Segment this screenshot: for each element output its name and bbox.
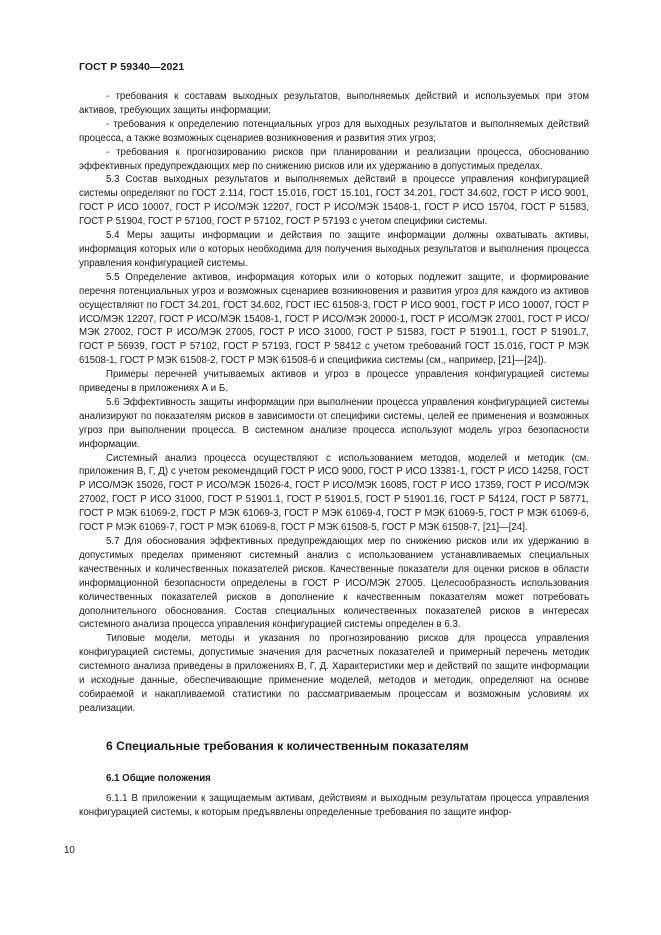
paragraph: 5.4 Меры защиты информации и действия по защите информации должны охватывать активы, информация которых или о которых необходима для получения выходных результатов и выполнения процесса управления конфигурацией системы. xyxy=(79,230,589,269)
document-code-header: ГОСТ Р 59340—2021 xyxy=(79,61,185,73)
document-body xyxy=(79,90,589,820)
paragraph: - требования к составам выходных результатов, выполняемых действий и используемых при этом активов, требующих защиты информации; xyxy=(79,91,589,116)
paragraph: Примеры перечней учитываемых активов и угроз в процессе управления конфигурацией системы приведены в приложениях А и Б. xyxy=(79,369,589,395)
paragraph: - требования к определению потенциальных угроз для выходных результатов и выполняемых действий процесса, а также возможных сценариев возникновения и развития этих угроз; xyxy=(79,118,589,144)
paragraph: 5.7 Для обоснования эффективных предупреждающих мер по снижению рисков или их удержанию в допустимых пределах применяют системный анализ с использованием устанавливаемых специальных качественных и количественных показателей рисков. Качественные показатели для оценки рисков в области информационной безопасности определены в ГОСТ Р ИСО/МЭК 27005. Целесообразность использования количественных показателей рисков в дополнение к качественным показателям может потребовать дополнительного обоснования. Состав специальных количественных показателей рисков в интересах системного анализа процесса управления конфигурацией системы определен в 6.3. xyxy=(79,536,589,631)
paragraph: 5.6 Эффективность защиты информации при выполнении процесса управления конфигурацией системы анализируют по показателям рисков в зависимости от специфики системы, целей ее применения и возможных угроз при выполнении процесса. В системном анализе процесса используют модель угроз безопасности информации. xyxy=(79,396,589,450)
page-number: 10 xyxy=(64,845,75,856)
section-title: 6 Специальные требования к количественным показателям xyxy=(106,738,469,753)
paragraph: Системный анализ процесса осуществляют с использованием методов, моделей и методик (см. приложения В, Г, Д) с учетом рекомендаций ГОСТ Р ИСО 9000, ГОСТ Р ИСО 13381-1, ГОСТ Р ИСО 14258, ГОСТ Р ИСО/МЭК 15026, ГОСТ Р ИСО/МЭК 15026-4, ГОСТ Р ИСО/МЭК 16085, ГОСТ Р ИСО 17359, ГОСТ Р ИСО/МЭК 27002, ГОСТ Р ИСО 31000, ГОСТ Р 51901.1, ГОСТ Р 51901.5, ГОСТ Р 51901.16, ГОСТ Р 54124, ГОСТ Р 58771, ГОСТ Р МЭК 61069-2, ГОСТ Р МЭК 61069-3, ГОСТ Р МЭК 61069-4, ГОСТ Р МЭК 61069-5, ГОСТ Р МЭК 61069-6, ГОСТ Р МЭК 61069-7, ГОСТ Р МЭК 61069-8, ГОСТ Р МЭК 61508-5, ГОСТ Р МЭК 61508-7, [21]—[24]. xyxy=(79,452,589,534)
paragraph: - требования к прогнозированию рисков при планировании и реализации процесса, обоснованию эффективных предупреждающих мер по снижению рисков или их удержанию в допустимых пределах. xyxy=(79,146,589,172)
paragraph: Типовые модели, методы и указания по прогнозированию рисков для процесса управления конфигурацией системы, допустимые значения для расчетных показателей и примерный перечень методик системного анализа приведены в приложениях В, Г, Д. Характеристики мер и действий по защите информации и исходные данные, обеспечивающие применение моделей, методов и методик, определяют на основе собираемой и накапливаемой статистики по рассматриваемым процессам и возможным условиям их реализации. xyxy=(79,633,589,714)
paragraph: 6.1.1 В приложении к защищаемым активам, действиям и выходным результатам процесса управления конфигурацией системы, к которым предъявлены определенные требования по защите инфор- xyxy=(79,792,589,818)
paragraph: 5.5 Определение активов, информация которых или о которых подлежит защите, и формирование перечня потенциальных угроз и возможных сценариев возникновения и развития угроз для каждого из активов осуществляют по ГОСТ 34.201, ГОСТ 34.602, ГОСТ IEC 61508-3, ГОСТ Р ИСО 9001, ГОСТ Р ИСО 10007, ГОСТ Р ИСО/МЭК 12207, ГОСТ Р ИСО/МЭК 15408-1, ГОСТ Р ИСО/МЭК 20000-1, ГОСТ Р ИСО/МЭК 27001, ГОСТ Р ИСО/МЭК 27002, ГОСТ Р ИСО/МЭК 27005, ГОСТ Р ИСО 31000, ГОСТ Р 51583, ГОСТ Р 51901.1, ГОСТ Р 51901.7, ГОСТ Р 56939, ГОСТ Р 57102, ГОСТ Р 57193, ГОСТ Р 58412 с учетом требований ГОСТ 15.016, ГОСТ Р МЭК 61508-1, ГОСТ Р МЭК 61508-2, ГОСТ Р МЭК 61508-6 и спецификиа системы (см., например, [21]—[24]). xyxy=(79,271,589,367)
subsection-title: 6.1 Общие положения xyxy=(106,772,211,784)
paragraph: 5.3 Состав выходных результатов и выполняемых действий в процессе управления конфигурацией системы определяют по ГОСТ 2.114, ГОСТ 15.016, ГОСТ 15.101, ГОСТ 34.201, ГОСТ 34.602, ГОСТ Р ИСО 9001, ГОСТ Р ИСО 10007, ГОСТ Р ИСО/МЭК 12207, ГОСТ Р ИСО/МЭК 15408-1, ГОСТ Р ИСО 15704, ГОСТ Р 51583, ГОСТ Р 51904, ГОСТ Р 57100, ГОСТ Р 57102, ГОСТ Р 57193 с учетом специфики системы. xyxy=(79,174,589,228)
